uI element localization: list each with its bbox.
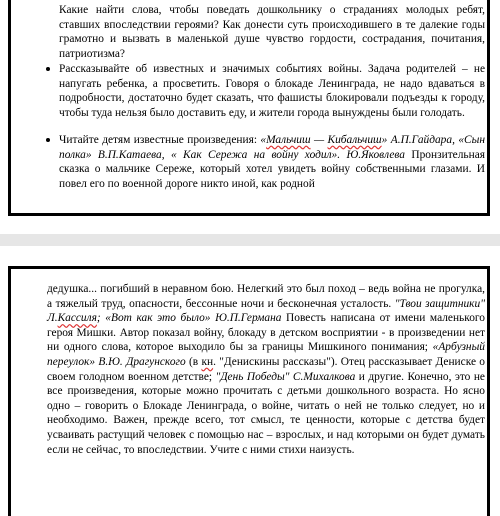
intro-paragraph: Какие найти слова, чтобы поведать дошкольнику о страданиях молодых ребят, ставших впоследствии героями? Как донести суть происходившего в те далекие годы грамотно и вызвать в маленькой душе чувство гордости, сострадания, почитания, патриотизма? [59,4,485,60]
bullet-text-books [59,133,485,191]
bullet-text-events: Рассказывайте об известных и значимых событиях войны. Задача родителей – не напугать ребенка, а просветить. Говоря о блокаде Ленинграда, не надо вдаваться в подробности, достаточно будет сказать, что фашисты блокировали подъезды к городу, чтобы туда нельзя было доставить еду, и жители города вынуждены были голодать. [59,63,485,119]
book-title-german: ; «Вот как это было» Ю.П.Германа [96,312,282,325]
page-separator [0,234,500,246]
book-title-gaidar: «Мальчиш — Кибальчиш» А.П.Гайдара, «Сын полка» В.П.Катаева, « Как Сережа на войну ходил». Ю.Яковлева [59,134,485,161]
bullet-icon [46,67,50,71]
books-rest: Пронзительная сказка о мальчике Сереже, который хотел увидеть войну собственными глазами. И повел его по военной дороге никто иной, как родной [59,148,485,190]
document-page-1 [8,0,490,216]
continuation-paragraph: дедушка... погибший в неравном бою. Нелегкий это был поход – ведь война не прогулка, а тяжелый труд, опасности, бессонные ночи и бесконечная усталость. "Твои защитники" Л.Кассиля; «Вот как это было» Ю.П.Германа Повесть написана от имени маленького героя Мишки. Автор показал войну, блокаду в детском восприятии - в произведении нет ни одного слова, которое выходило бы за границы Мишкиного понимания; «Арбузный переулок» В.Ю. Драгунского (в кн. "Денискины рассказы"). Отец рассказывает Дениске о своем голодном военном детстве; "День Победы" С.Михалкова и другие. Конечно, это не все произведения, которые можно прочитать с детьми дошкольного возраста. Но ясно одно – говорить о Блокаде Ленинграда, о войне, читать о ней не только следует, но и необходимо. Важен, прежде всего, тот смысл, те ценности, которые с детства будет усваивать растущий человек с помощью нас – взрослых, и над которыми он будет думать если не сейчас, то впоследствии. Учите с ними стихи наизусть. [47,283,485,456]
document-page-2 [8,266,490,516]
list-item [59,133,485,191]
book-title-mikhalkov: "День Победы" С.Михалкова [215,370,356,383]
books-lead: Читайте детям известные произведения: [59,134,261,146]
list-item [59,62,485,120]
book-title-kassil: "Твои защитники" Л.Кассиля [47,297,485,325]
bullet-icon [46,138,50,142]
book-title-dragunsky: «Арбузный переулок» В.Ю. Драгунского [47,341,485,368]
